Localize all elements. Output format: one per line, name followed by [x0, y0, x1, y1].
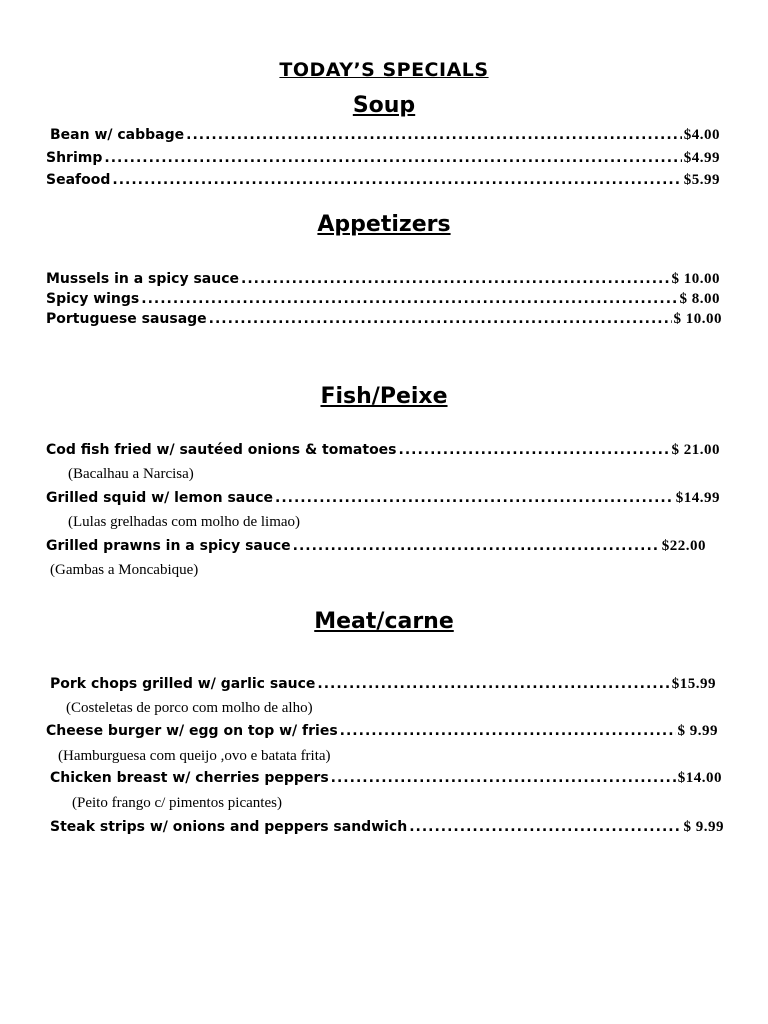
- item-price: $ 10.00: [671, 271, 720, 287]
- menu-item: [50, 674, 716, 694]
- dot-leader: [409, 817, 681, 837]
- item-price: $4.00: [683, 127, 720, 143]
- section-title-fish: Fish/Peixe: [320, 384, 448, 409]
- item-name: Chicken breast w/ cherries peppers: [50, 770, 329, 786]
- section-title-meat: Meat/carne: [314, 609, 454, 634]
- item-name: Mussels in a spicy sauce: [46, 271, 240, 287]
- item-price: $ 9.99: [683, 819, 724, 835]
- menu-item: [46, 170, 720, 190]
- dot-leader: [317, 674, 669, 694]
- dot-leader: [186, 125, 682, 145]
- item-name: Steak strips w/ onions and peppers sandwich: [50, 819, 408, 835]
- item-price: $14.99: [675, 490, 720, 506]
- menu-item: [46, 148, 720, 168]
- menu-item: [46, 488, 720, 508]
- menu-item: [50, 125, 720, 145]
- dot-leader: [340, 721, 676, 741]
- item-translation: (Bacalhau a Narcisa): [68, 466, 194, 482]
- menu-item: [50, 817, 724, 837]
- dot-leader: [104, 148, 681, 168]
- item-translation: (Peito frango c/ pimentos picantes): [72, 795, 282, 811]
- item-name: Grilled squid w/ lemon sauce: [46, 490, 274, 506]
- item-name: Spicy wings: [46, 291, 140, 307]
- item-price: $ 10.00: [673, 311, 722, 327]
- menu-item: [46, 536, 706, 556]
- dot-leader: [241, 269, 669, 289]
- menu-item: [46, 289, 720, 309]
- dot-leader: [209, 309, 672, 329]
- menu-item: [46, 309, 722, 329]
- dot-leader: [112, 170, 681, 190]
- dot-leader: [141, 289, 677, 309]
- item-price: $15.99: [671, 676, 716, 692]
- item-price: $5.99: [683, 172, 720, 188]
- dot-leader: [331, 768, 676, 788]
- item-name: Shrimp: [46, 150, 103, 166]
- item-price: $ 8.00: [679, 291, 720, 307]
- page-title: TODAY’S SPECIALS: [279, 59, 489, 81]
- item-name: Seafood: [46, 172, 111, 188]
- menu-item: [46, 721, 718, 741]
- section-title-appetizers: Appetizers: [317, 212, 451, 237]
- item-name: Pork chops grilled w/ garlic sauce: [50, 676, 316, 692]
- item-translation: (Lulas grelhadas com molho de limao): [68, 514, 301, 530]
- item-name: Cheese burger w/ egg on top w/ fries: [46, 723, 338, 739]
- item-name: Cod fish fried w/ sautéed onions & tomatoes: [46, 442, 397, 458]
- item-name: Portuguese sausage: [46, 311, 207, 327]
- menu-item: [46, 269, 720, 289]
- menu-item: [46, 440, 720, 460]
- item-translation: (Costeletas de porco com molho de alho): [66, 700, 313, 716]
- item-price: $ 21.00: [671, 442, 720, 458]
- item-price: $ 9.99: [677, 723, 718, 739]
- item-price: $4.99: [683, 150, 720, 166]
- menu-item: [50, 768, 722, 788]
- dot-leader: [399, 440, 670, 460]
- item-translation: (Gambas a Moncabique): [50, 562, 199, 578]
- section-title-soup: Soup: [352, 93, 416, 118]
- dot-leader: [293, 536, 660, 556]
- item-price: $14.00: [677, 770, 722, 786]
- item-price: $22.00: [661, 538, 706, 554]
- item-translation: (Hamburguesa com queijo ,ovo e batata frita): [58, 748, 331, 764]
- item-name: Grilled prawns in a spicy sauce: [46, 538, 291, 554]
- item-name: Bean w/ cabbage: [50, 127, 185, 143]
- dot-leader: [275, 488, 674, 508]
